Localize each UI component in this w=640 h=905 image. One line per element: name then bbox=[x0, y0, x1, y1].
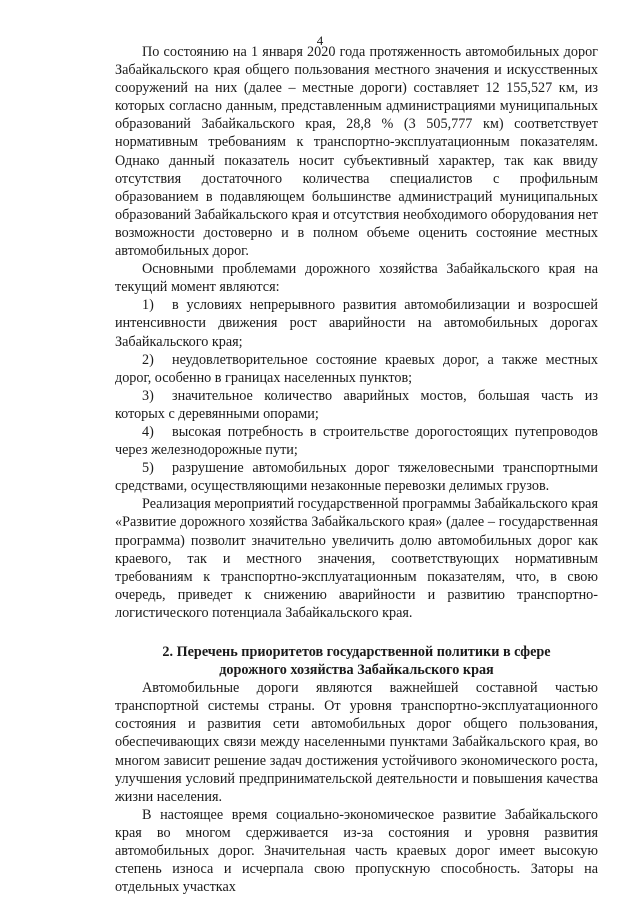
document-body bbox=[115, 43, 598, 896]
intro-paragraph: По состоянию на 1 января 2020 года протяженность автомобильных дорог Забайкальского края общего пользования местного значения и искусственных сооружений на них (далее – местные дороги) составляет 12 155,527 км, из которых согласно данным, представленным администрациями муниципальных образований Забайкальского края, 28,8 % (3 505,777 км) соответствует нормативным требованиям к транспортно-эксплуатационным показателям. Однако данный показатель носит субъективный характер, так как ввиду отсутствия достаточного количества специалистов с профильным образованием в подавляющем большинстве администраций муниципальных образований Забайкальского края и отсутствия необходимого оборудования нет возможности достоверно и в полном объеме оценить состояние местных автомобильных дорог. bbox=[115, 44, 598, 260]
problem-number: 2) bbox=[142, 351, 154, 368]
problem-text: значительное количество аварийных мостов, большая часть из которых с деревянными опорами; bbox=[115, 387, 598, 422]
problem-text: разрушение автомобильных дорог тяжеловесными транспортными средствами, осуществляющими незаконные перевозки делимых грузов. bbox=[115, 460, 598, 495]
section-heading-line-1: 2. Перечень приоритетов государственной политики в сфере bbox=[162, 644, 551, 660]
page-number: 4 bbox=[316, 33, 324, 48]
problems-intro-paragraph: Основными проблемами дорожного хозяйства Забайкальского края на текущий момент являются: bbox=[115, 261, 598, 296]
problem-number: 3) bbox=[142, 387, 154, 404]
problem-item-2 bbox=[115, 351, 598, 387]
problem-number: 5) bbox=[142, 460, 154, 477]
section-heading bbox=[115, 643, 598, 679]
program-paragraph: Реализация мероприятий государственной программы Забайкальского края «Развитие дорожного хозяйства Забайкальского края» (далее – государственная программа) позволит значительно увеличить долю автомобильных дорог как краевого, так и местного значения, соответствующих нормативным требованиям к транспортно-эксплуатационным показателям, что, в свою очередь, приведет к снижению аварийности и развитию транспортно-логистического потенциала Забайкальского края. bbox=[115, 496, 598, 621]
problem-number: 1) bbox=[142, 297, 154, 314]
section-heading-line-2: дорожного хозяйства Забайкальского края bbox=[219, 662, 494, 679]
problem-text: в условиях непрерывного развития автомобилизации и возросшей интенсивности движения рост аварийности на автомобильных дорогах Забайкальского края; bbox=[115, 297, 598, 350]
section-paragraph-2: В настоящее время социально-экономическое развитие Забайкальского края во многом сдерживается из-за состояния и уровня развития автомобильных дорог. Значительная часть краевых дорог имеет высокую степень износа и исчерпала свою пропускную способность. Заторы на отдельных участках bbox=[115, 806, 598, 896]
problem-item-5 bbox=[115, 459, 598, 495]
problem-item-3 bbox=[115, 387, 598, 423]
problem-text: неудовлетворительное состояние краевых дорог, а также местных дорог, особенно в границах населенных пунктов; bbox=[115, 351, 598, 386]
problem-item-1 bbox=[115, 296, 598, 350]
problem-text: высокая потребность в строительстве дорогостоящих путепроводов через железнодорожные пути; bbox=[115, 423, 598, 459]
section-paragraph-1: Автомобильные дороги являются важнейшей составной частью транспортной системы страны. От уровня транспортно-эксплуатационного состояния и развития сети автомобильных дорог общего пользования, обеспечивающих связи между населенными пунктами Забайкальского края, во многом зависит решение задач достижения устойчивого экономического роста, улучшения условий предпринимательской деятельности и повышения качества жизни населения. bbox=[115, 680, 598, 805]
problem-item-4 bbox=[115, 423, 598, 459]
problem-number: 4) bbox=[142, 423, 154, 440]
